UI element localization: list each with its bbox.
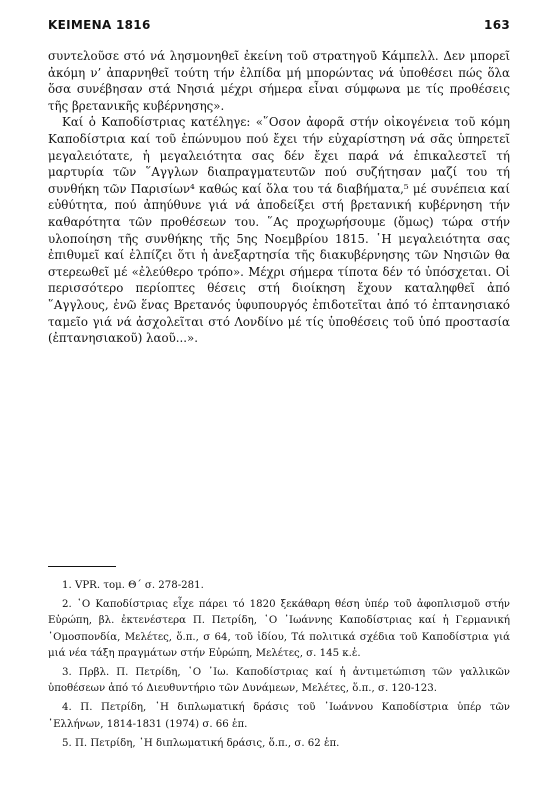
page-number: 163 xyxy=(484,18,510,32)
footnote: 4. Π. Πετρίδη, ῾Η διπλωματική δράσις τοῦ ᾿Ιωάννου Καποδίστρια ὑπέρ τῶν ῾Ελλήνων, 1814-1831 (1974) σ. 66 ἑπ. xyxy=(48,702,510,730)
footnote: 1. VPR. τομ. Θ΄ σ. 278-281. xyxy=(62,580,204,591)
running-header xyxy=(48,18,510,32)
footnotes xyxy=(48,578,510,755)
footnote: 2. ῾Ο Καποδίστριας εἶχε πάρει τό 1820 ξεκάθαρη θέση ὑπέρ τοῦ ἀφοπλισμοῦ στήν Εὐρώπη, βλ. ἐκτενέστερα Π. Πετρίδη, ῾Ο ᾿Ιωάννης Καποδίστριας καί ἡ Γερμανική ῾Ομοσπονδία, Μελέτες, ὅ.π., σ 64, τοῦ ἰδίου, Τά πολιτικά σχέδια τοῦ Καποδίστρια γιά μιά νέα τάξη πραγμάτων στήν Εὐρώπη, Μελέτες, σ. 145 κ.ἑ. xyxy=(48,599,510,659)
running-title: ΚΕΙΜΕΝΑ 1816 xyxy=(48,18,151,32)
paragraph: συντελοῦσε στό νά λησμονηθεῖ ἐκείνη τοῦ στρατηγοῦ Κάμπελλ. Δεν μπορεῖ ἀκόμη ν’ ἀπαρνηθεῖ τούτη τήν ἐλπίδα μή μπορώντας νά ὑποθέσει πώς ὅλα ὅσα συνέβησαν στά Νησιά μέχρι σήμερα εἶναι σύμφωνα με τίς προθέσεις τῆς βρετανικῆς κυβέρνησης». xyxy=(48,49,510,113)
footnote: 3. Πρβλ. Π. Πετρίδη, ῾Ο ᾿Ιω. Καποδίστριας καί ἡ ἀντιμετώπιση τῶν γαλλικῶν ὑποθέσεων ἀπό τό Διευθυντήριο τῶν Δυνάμεων, Μελέτες, ὅ.π., σ. 120-123. xyxy=(48,667,510,695)
footnote-divider xyxy=(48,566,116,567)
paragraph: Καί ὁ Καποδίστριας κατέληγε: «῞Οσον ἀφορᾶ στήν οἰκογένεια τοῦ κόμη Καποδίστρια καί τοῦ ἐπώνυμου πού ἔχει τήν εὐχαρίστηση νά σᾶς ὑπηρετεῖ μεγαλειότατε, ἡ μεγαλειότητα σας δέν ἔχει παρά νά ἐπικαλεστεῖ τή μαρτυρία τῶν ῞Αγγλων διαπραγματευτῶν πού συζήτησαν μαζί του τή συνθήκη τῶν Παρισίων⁴ καθώς καί ὅλα του τά διαβήματα,⁵ μέ συνέπεια καί εὐθύτητα, πού ἀπηύθυνε γιά νά ἀποδείξει στή βρετανική κυβέρνηση τήν καθαρότητα τῶν προθέσεων του. ῞Ας προχωρήσουμε (ὅμως) τώρα στήν υλοποίηση τῆς συνθήκης τῆς 5ης Νοεμβρίου 1815. ῾Η μεγαλειότητα σας ἐπιθυμεῖ καί ἐλπίζει ὅτι ἡ ἀνεξαρτησία τῆς διακυβέρνησης τῶν Νησιῶν θα στερεωθεῖ μέ «ἐλεύθερο τρόπο». Μέχρι σήμερα τίποτα δέν τό ὑπόσχεται. Οἱ περισσότερο περίοπτες θέσεις στή διοίκηση ἔχουν καταληφθεῖ ἀπό ῞Αγγλους, ἐνῶ ἕνας Βρετανός ὑφυπουργός ἐπιδοτεῖται ἀπό τό ἐπτανησιακό ταμεῖο γιά νά ἀσχολεῖται στό Λονδίνο μέ τίς ὑποθέσεις τοῦ ὑπό προστασία (ἐπτανησιακοῦ) λαοῦ...». xyxy=(48,115,510,346)
main-text xyxy=(48,48,510,347)
footnote: 5. Π. Πετρίδη, ῾Η διπλωματική δράσις, ὅ.π., σ. 62 ἑπ. xyxy=(62,737,340,749)
